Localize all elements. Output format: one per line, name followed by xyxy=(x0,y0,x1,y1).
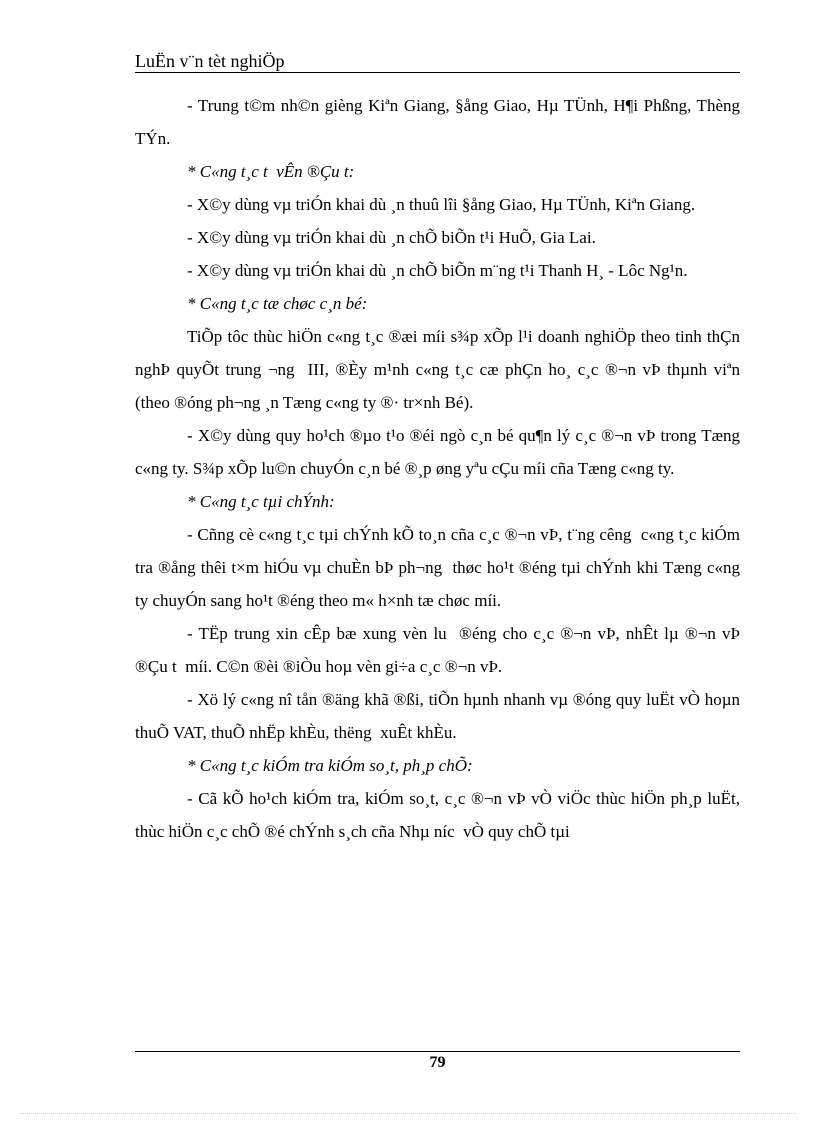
section-heading: * C«ng t¸c tæ chøc c¸n bé: xyxy=(187,294,368,313)
footer-divider xyxy=(135,1051,740,1052)
paragraph: - TËp trung xin cÊp bæ xung vèn lu ®éng cho c¸c ®¬n vÞ, nhÊt lµ ®¬n vÞ ®Çu t míi. C©n ®èi ®iÒu hoµ vèn gi÷a c¸c ®¬n vÞ. xyxy=(135,624,745,676)
paragraph: - X©y dùng vµ triÓn khai dù ¸n chÕ biÕn m¨ng t¹i Thanh H¸ - Lôc Ng¹n. xyxy=(187,261,688,280)
page-bottom-edge xyxy=(20,1113,796,1114)
document-body xyxy=(135,89,749,848)
header-divider xyxy=(135,72,740,73)
paragraph: - X©y dùng vµ triÓn khai dù ¸n thuû lîi §ång Giao, Hµ TÜnh, Kiªn Giang. xyxy=(187,195,696,214)
paragraph: - X©y dùng vµ triÓn khai dù ¸n chÕ biÕn t¹i HuÕ, Gia Lai. xyxy=(187,228,596,247)
paragraph: - Xö lý c«ng nî tån ®äng khã ®ßi, tiÕn hµnh nhanh vµ ®óng quy luËt vÒ hoµn thuÕ VAT, thuÕ nhËp khÈu, thëng xuÊt khÈu. xyxy=(135,690,745,742)
section-heading: * C«ng t¸c t vÊn ®Çu t: xyxy=(187,162,355,181)
paragraph: - Cã kÕ ho¹ch kiÓm tra, kiÓm so¸t, c¸c ®¬n vÞ vÒ viÖc thùc hiÖn ph¸p luËt, thùc hiÖn c¸c chÕ ®é chÝnh s¸ch cña Nhµ níc vÒ quy chÕ tµi xyxy=(135,789,745,841)
page-header xyxy=(135,50,740,72)
section-heading: * C«ng t¸c kiÓm tra kiÓm so¸t, ph¸p chÕ: xyxy=(187,756,473,775)
section-heading: * C«ng t¸c tµi chÝnh: xyxy=(187,492,335,511)
header-title: LuËn v¨n tèt nghiÖp xyxy=(135,51,285,71)
paragraph: - Cñng cè c«ng t¸c tµi chÝnh kÕ to¸n cña c¸c ®¬n vÞ, t¨ng cêng c«ng t¸c kiÓm tra ®ång thêi t×m hiÓu vµ chuÈn bÞ ph¬ng thøc ho¹t ®éng tµi chÝnh khi Tæng c«ng ty chuyÓn sang ho¹t ®éng theo m« h×nh tæ chøc míi. xyxy=(135,525,745,610)
paragraph: - Trung t©m nh©n gièng Kiªn Giang, §ång Giao, Hµ TÜnh, H¶i Phßng, Thèng TÝn. xyxy=(135,96,749,148)
paragraph: TiÕp tôc thùc hiÖn c«ng t¸c ®æi míi s¾p xÕp l¹i doanh nghiÖp theo tinh thÇn nghÞ quyÕt trung ¬ng III, ®Èy m¹nh c«ng t¸c cæ phÇn ho¸ c¸c ®¬n vÞ thµnh viªn (theo ®óng ph¬ng ¸n Tæng c«ng ty ®· tr×nh Bé). xyxy=(135,327,745,412)
paragraph: - X©y dùng quy ho¹ch ®µo t¹o ®éi ngò c¸n bé qu¶n lý c¸c ®¬n vÞ trong Tæng c«ng ty. S¾p xÕp lu©n chuyÓn c¸n bé ®¸p øng yªu cÇu míi cña Tæng c«ng ty. xyxy=(135,426,745,478)
page-number: 79 xyxy=(429,1054,446,1071)
